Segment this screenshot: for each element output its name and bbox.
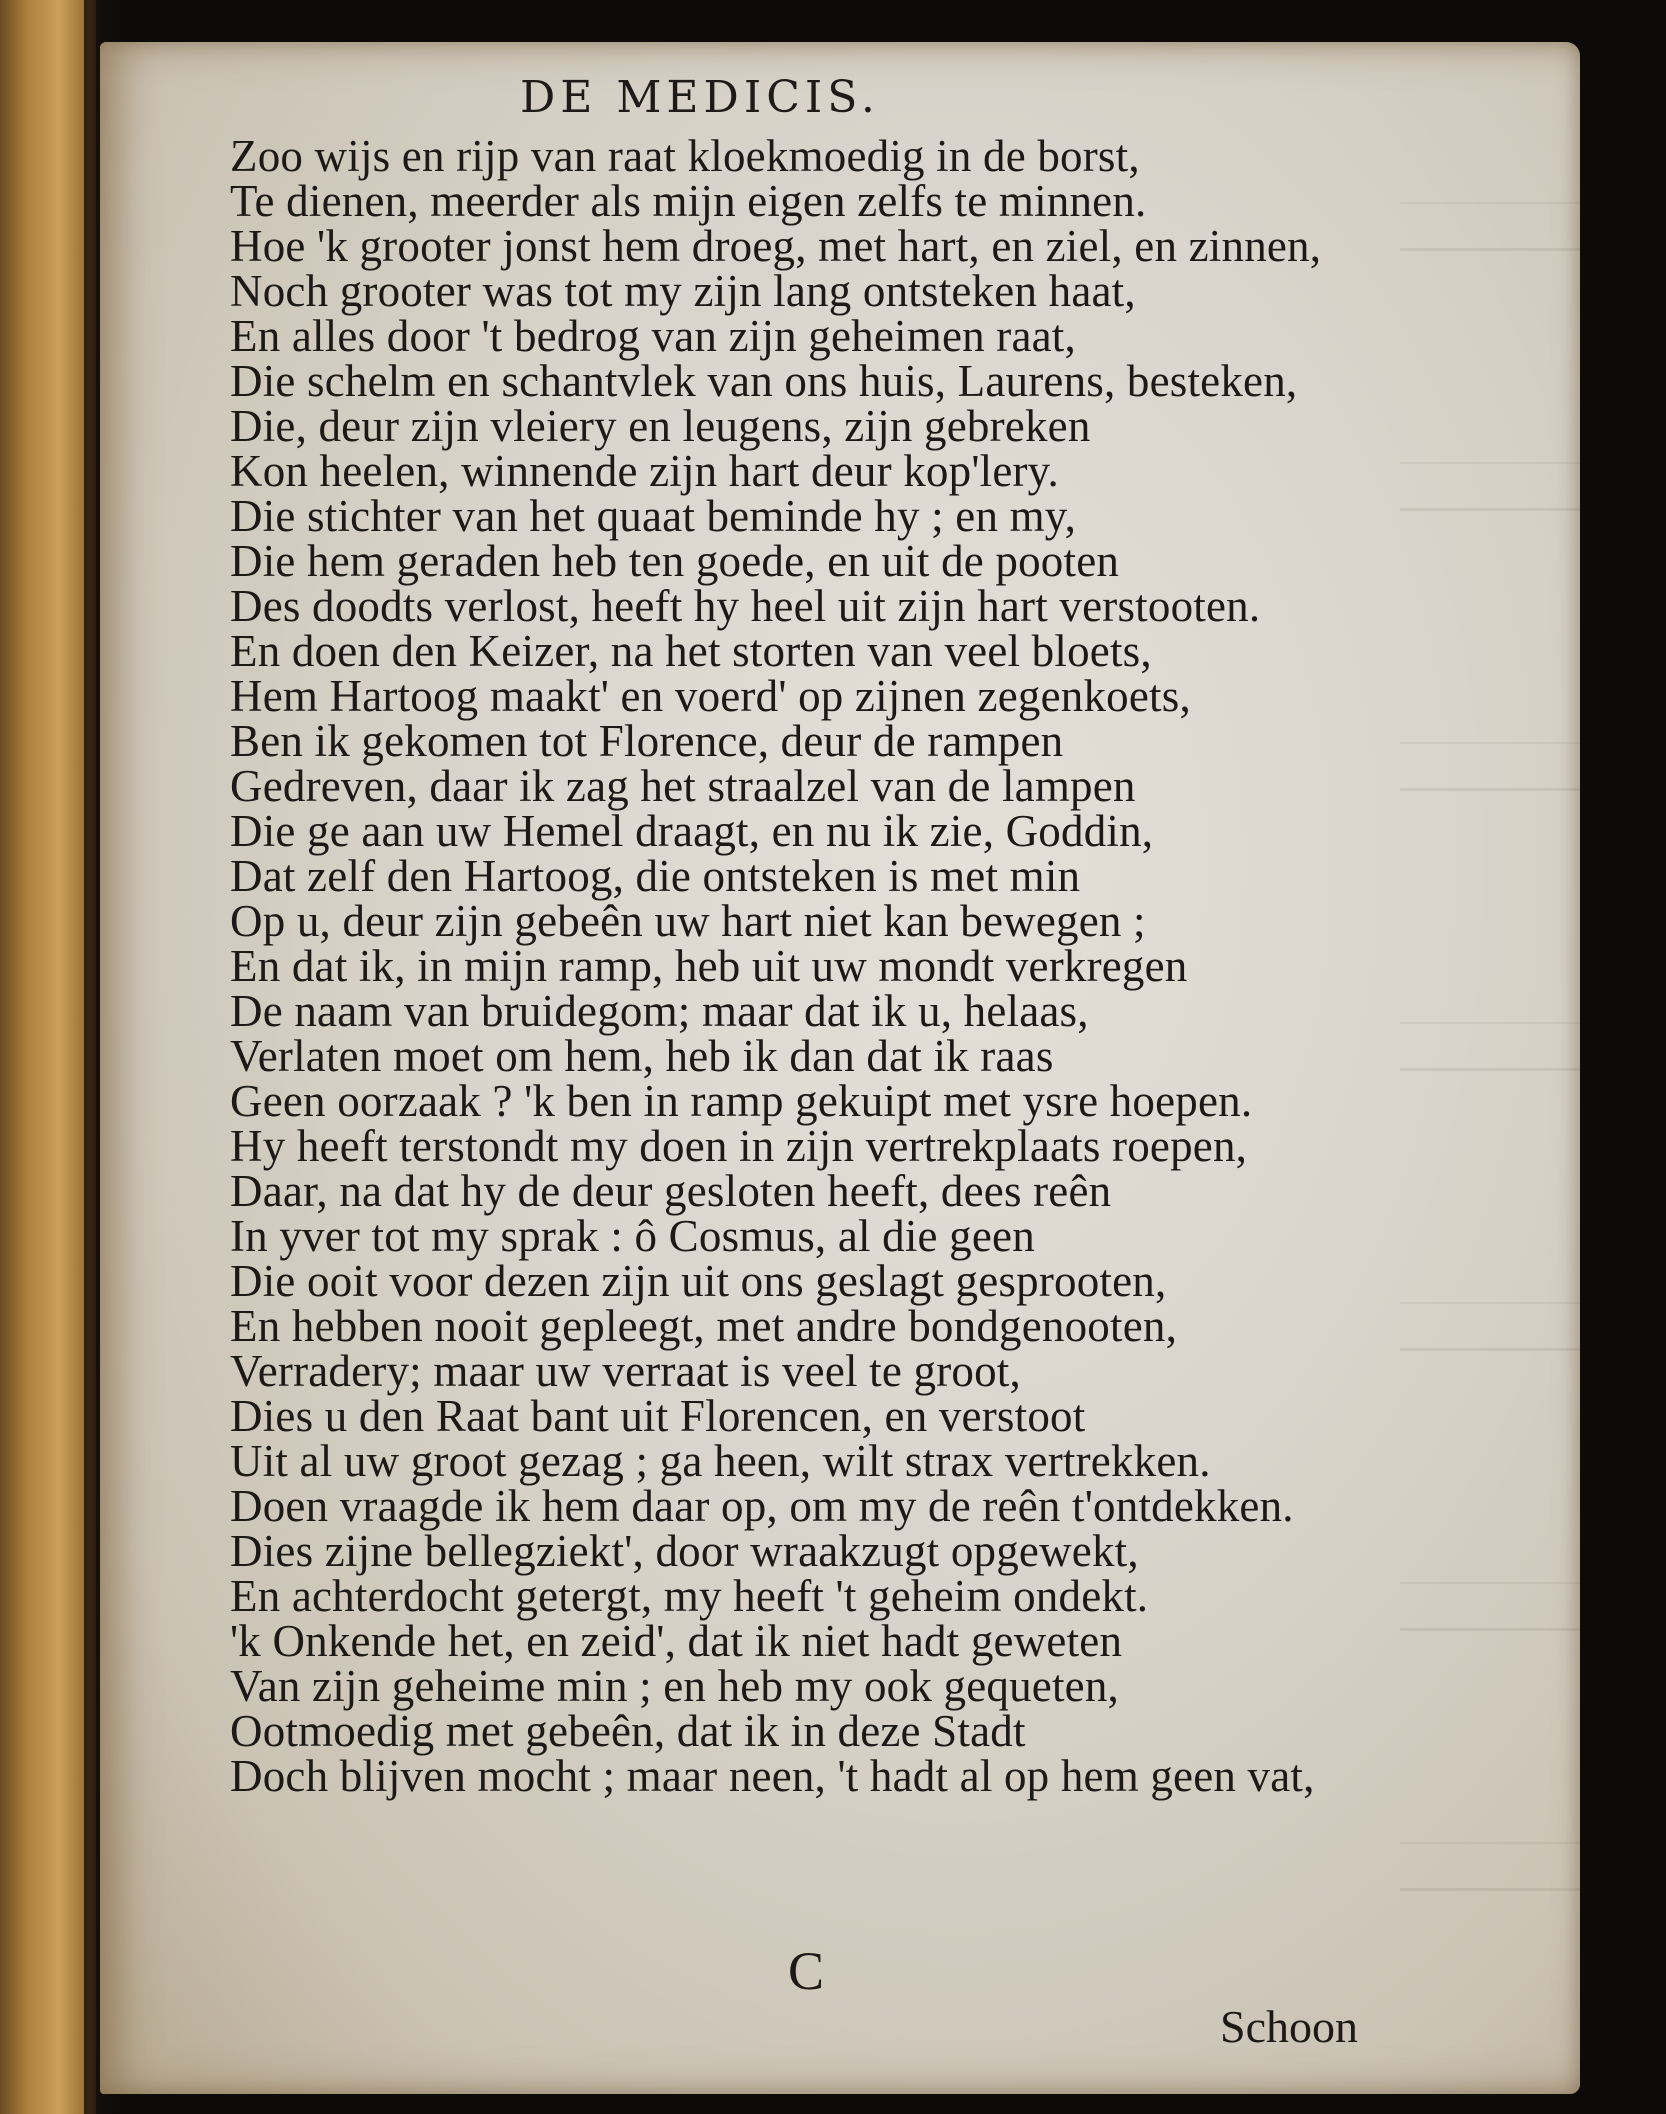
verse-line: En doen den Keizer, na het storten van veel bloets, [230,626,1152,676]
verse-line: En achterdocht getergt, my heeft 't geheim ondekt. [230,1571,1149,1621]
bleed-through-text [1400,1582,1580,1631]
bleed-through-text [1400,1302,1580,1351]
verse-line: En dat ik, in mijn ramp, heb uit uw mondt verkregen [230,941,1188,991]
catchword: Schoon [1220,2001,1358,2052]
verse-line: Die, deur zijn vleiery en leugens, zijn gebreken [230,401,1091,451]
verse-line: Hy heeft terstondt my doen in zijn vertrekplaats roepen, [230,1121,1248,1171]
verse-line: Noch grooter was tot my zijn lang ontsteken haat, [230,266,1136,316]
bleed-through-text [1400,462,1580,511]
bleed-through-text [1400,202,1580,251]
bleed-through-text [1400,1842,1580,1891]
verse-line: Dies u den Raat bant uit Florencen, en verstoot [230,1391,1086,1441]
verse-line: Die stichter van het quaat beminde hy ; en my, [230,491,1077,541]
verse-line: Ben ik gekomen tot Florence, deur de rampen [230,716,1064,766]
verse-line: Op u, deur zijn gebeên uw hart niet kan bewegen ; [230,896,1146,946]
verse-line: Doen vraagde ik hem daar op, om my de reên t'ontdekken. [230,1481,1294,1531]
previous-page-edge [0,0,96,2114]
verse-line: Gedreven, daar ik zag het straalzel van de lampen [230,761,1136,811]
verse-line: Daar, na dat hy de deur gesloten heeft, dees reên [230,1166,1112,1216]
verse-line: Te dienen, meerder als mijn eigen zelfs te minnen. [230,176,1147,226]
verse-line: Van zijn geheime min ; en heb my ook gequeten, [230,1661,1119,1711]
verse-line: Die hem geraden heb ten goede, en uit de pooten [230,536,1120,586]
verse-line: Verlaten moet om hem, heb ik dan dat ik raas [230,1031,1054,1081]
verse-line: Kon heelen, winnende zijn hart deur kop'lery. [230,446,1059,496]
verse-line: Verradery; maar uw verraat is veel te groot, [230,1346,1021,1396]
verse-line: En hebben nooit gepleegt, met andre bondgenooten, [230,1301,1178,1351]
verse-line: Die ge aan uw Hemel draagt, en nu ik zie, Goddin, [230,806,1154,856]
verse-line: Uit al uw groot gezag ; ga heen, wilt strax vertrekken. [230,1436,1211,1486]
verse-line: Hem Hartoog maakt' en voerd' op zijnen zegenkoets, [230,671,1191,721]
verse-line: Dat zelf den Hartoog, die ontsteken is met min [230,851,1081,901]
verse-line: Dies zijne bellegziekt', door wraakzugt opgewekt, [230,1526,1139,1576]
bleed-through-text [1400,1022,1580,1071]
bleed-through-text [1400,742,1580,791]
signature-mark: C [788,1941,825,2001]
verse-line: Hoe 'k grooter jonst hem droeg, met hart, en ziel, en zinnen, [230,221,1322,271]
verse-text [230,131,1322,1801]
verse-line: De naam van bruidegom; maar dat ik u, helaas, [230,986,1089,1036]
verse-line: Des doodts verlost, heeft hy heel uit zijn hart verstooten. [230,581,1261,631]
book-page [100,42,1580,2094]
verse-line: Die ooit voor dezen zijn uit ons geslagt gesprooten, [230,1256,1167,1306]
verse-line: Zoo wijs en rijp van raat kloekmoedig in de borst, [230,131,1140,181]
verse-line: Die schelm en schantvlek van ons huis, Laurens, besteken, [230,356,1298,406]
verse-line: Ootmoedig met gebeên, dat ik in deze Stadt [230,1706,1026,1756]
verse-line: In yver tot my sprak : ô Cosmus, al die geen [230,1211,1035,1261]
verse-line: Geen oorzaak ? 'k ben in ramp gekuipt met ysre hoepen. [230,1076,1253,1126]
verse-line: Doch blijven mocht ; maar neen, 't hadt al op hem geen vat, [230,1751,1315,1801]
verse-line: 'k Onkende het, en zeid', dat ik niet hadt geweten [230,1616,1123,1666]
running-head: DE MEDICIS. [520,72,880,123]
verse-line: En alles door 't bedrog van zijn geheimen raat, [230,311,1076,361]
